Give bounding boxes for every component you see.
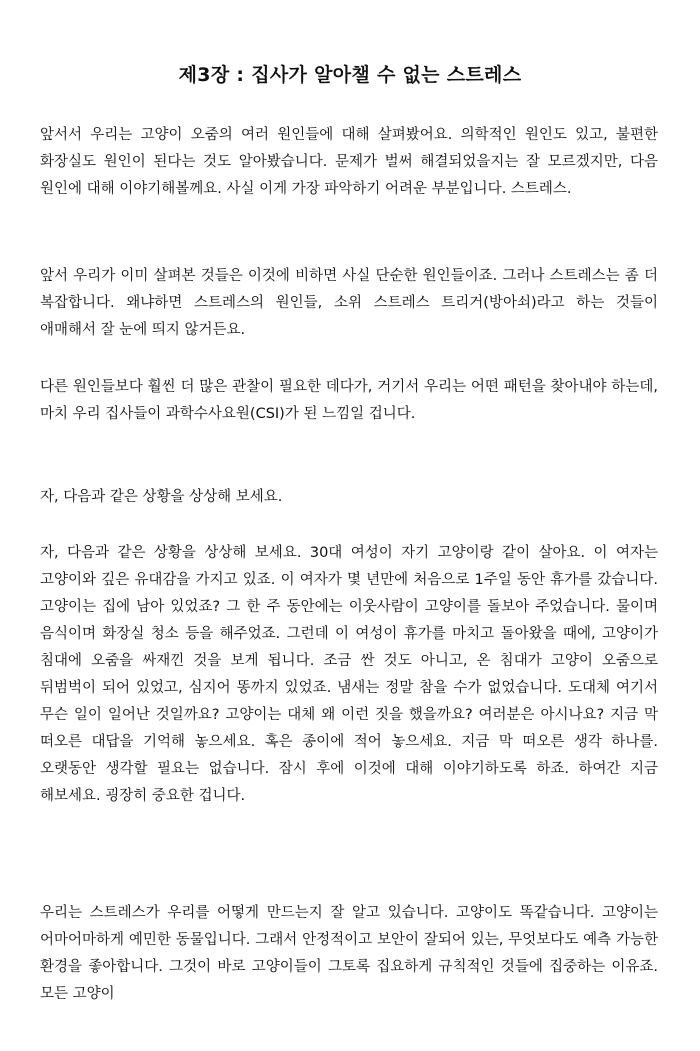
paragraph-observation: 다른 원인들보다 훨씬 더 많은 관찰이 필요한 데다가, 거기서 우리는 어떤 패턴을 찾아내야 하는데, 마치 우리 집사들이 과학수사요원(CSI)가 된 느낌일 겁니다.	[40, 379, 658, 422]
paragraph-imagine-prompt: 자, 다음과 같은 상황을 상상해 보세요.	[40, 489, 283, 505]
chapter-title: 제3장 : 집사가 알아챌 수 없는 스트레스	[178, 64, 522, 86]
paragraph-stress-complexity: 앞서 우리가 이미 살펴본 것들은 이것에 비하면 사실 단순한 원인들이죠. 그러나 스트레스는 좀 더 복잡합니다. 왜냐하면 스트레스의 원인들, 소위 스트레스 트리거(방아쇠)라고 하는 것들이 애매해서 잘 눈에 띄지 않거든요.	[40, 268, 658, 338]
paragraph-cats-stress: 우리는 스트레스가 우리를 어떻게 만드는지 잘 알고 있습니다. 고양이도 똑같습니다. 고양이는 어마어마하게 예민한 동물입니다. 그래서 안정적이고 보안이 잘되어 있는, 무엇보다도 예측 가능한 환경을 좋아합니다. 그것이 바로 고양이들이 그토록 집요하게 규칙적인 것들에 집중하는 이유죠. 모든 고양이	[40, 905, 658, 1002]
paragraph-scenario: 자, 다음과 같은 상황을 상상해 보세요. 30대 여성이 자기 고양이랑 같이 살아요. 이 여자는 고양이와 깊은 유대감을 가지고 있죠. 이 여자가 몇 년만에 처음으로 1주일 동안 휴가를 갔습니다. 고양이는 집에 남아 있었죠? 그 한 주 동안에는 이웃사람이 고양이를 돌보아 주었습니다. 물이며 음식이며 화장실 청소 등을 해주었죠. 그런데 이 여성이 휴가를 마치고 돌아왔을 때에, 고양이가 침대에 오줌을 싸재낀 것을 보게 됩니다. 조금 싼 것도 아니고, 온 침대가 고양이 오줌으로 뒤범벅이 되어 있었고, 심지어 똥까지 있었죠. 냄새는 정말 참을 수가 없었습니다. 도대체 여기서 무슨 일이 일어난 것일까요? 고양이는 대체 왜 이런 짓을 했을까요? 여러분은 아시나요? 지금 막 떠오른 대답을 기억해 놓으세요. 혹은 종이에 적어 놓으세요. 지금 막 떠오른 생각 하나를. 오랫동안 생각할 필요는 없습니다. 잠시 후에 이것에 대해 이야기하도록 하죠. 하여간 지금 해보세요. 굉장히 중요한 겁니다.	[40, 545, 658, 804]
paragraph-intro: 앞서서 우리는 고양이 오줌의 여러 원인들에 대해 살펴봤어요. 의학적인 원인도 있고, 불편한 화장실도 원인이 된다는 것도 알아봤습니다. 문제가 벌써 해결되었을지는 잘 모르겠지만, 다음 원인에 대해 이야기해볼께요. 사실 이게 가장 파악하기 어려운 부분입니다. 스트레스.	[40, 127, 658, 197]
